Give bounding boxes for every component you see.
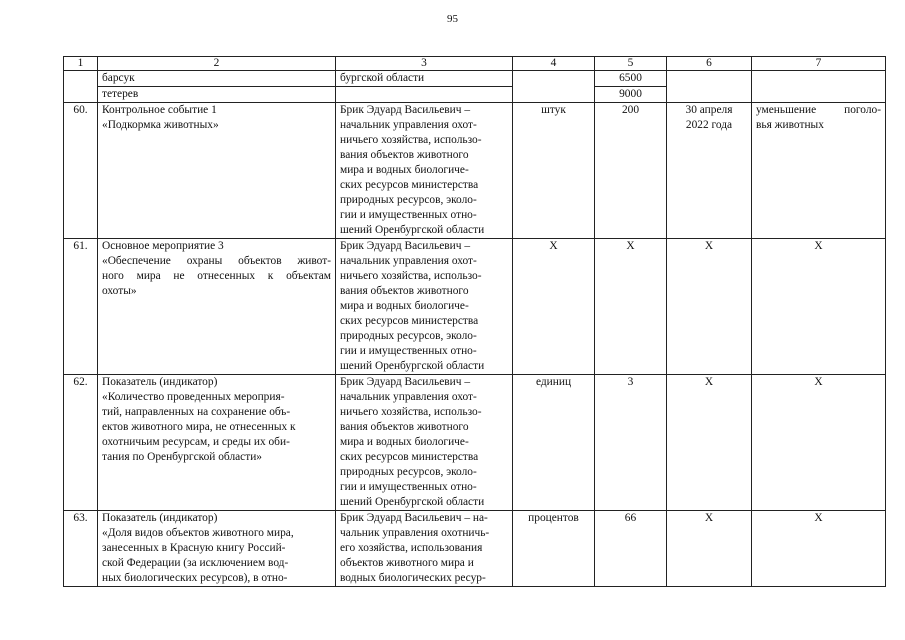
name-line: «Доля видов объектов животного мира,	[102, 527, 294, 539]
name-cell	[98, 375, 336, 511]
page-number: 95	[447, 13, 458, 25]
header-cell: 3	[336, 57, 513, 71]
name-line: охотничьим ресурсам, и среды их оби-	[102, 436, 290, 448]
unit-cell: штук	[513, 103, 595, 239]
responsible-cell	[336, 511, 513, 587]
table-row	[64, 239, 886, 375]
responsible-line: Брик Эдуард Васильевич –	[340, 376, 471, 388]
table-row-continued	[64, 71, 886, 103]
name-cell	[98, 511, 336, 587]
responsible-line: водных биологических ресур-	[340, 572, 486, 584]
header-cell: 7	[752, 57, 886, 71]
name-cell	[98, 71, 336, 103]
name-line: ской Федерации (за исключением вод-	[102, 557, 289, 569]
name-line: ного мира не отнесенных к объектам	[102, 270, 331, 282]
row-number-cell	[64, 71, 98, 103]
responsible-cell	[336, 71, 513, 103]
value-cell: 3	[595, 375, 667, 511]
responsible-line: ских ресурсов министерства	[340, 315, 479, 327]
responsible-line: чальник управления охотничь-	[340, 527, 490, 539]
value-text: 9000	[595, 86, 666, 102]
responsible-line: ских ресурсов министерства	[340, 179, 479, 191]
name-line: Показатель (индикатор)	[102, 376, 218, 388]
responsible-cell	[336, 103, 513, 239]
responsible-line: объектов животного мира и	[340, 557, 474, 569]
responsible-line: начальник управления охот-	[340, 119, 477, 131]
name-line: тий, направленных на сохранение объ-	[102, 406, 291, 418]
responsible-line: ничьего хозяйства, использо-	[340, 406, 482, 418]
unit-cell: X	[513, 239, 595, 375]
name-line: «Подкормка животных»	[102, 119, 219, 131]
responsible-line: шений Оренбургской области	[340, 360, 485, 372]
region-text: бургской области	[340, 72, 425, 84]
name-line: Основное мероприятие 3	[102, 240, 224, 252]
measures-table	[63, 56, 886, 587]
responsible-line: природных ресурсов, эколо-	[340, 330, 477, 342]
result-line: вья животных	[756, 119, 824, 131]
row-number: 61.	[64, 239, 98, 375]
name-line: тания по Оренбургской области»	[102, 451, 263, 463]
result-cell	[752, 71, 886, 103]
responsible-line: мира и водных биологиче-	[340, 164, 469, 176]
date-cell: X	[667, 375, 752, 511]
responsible-line: вания объектов животного	[340, 421, 469, 433]
date-cell	[667, 71, 752, 103]
responsible-line: ничьего хозяйства, использо-	[340, 270, 482, 282]
date-line: 2022 года	[685, 119, 733, 131]
animal-name: тетерев	[98, 86, 335, 102]
unit-cell	[513, 71, 595, 103]
responsible-line: вания объектов животного	[340, 149, 469, 161]
date-cell	[667, 103, 752, 239]
name-line: Показатель (индикатор)	[102, 512, 218, 524]
responsible-line: Брик Эдуард Васильевич –	[340, 104, 471, 116]
value-cell: 66	[595, 511, 667, 587]
responsible-line: природных ресурсов, эколо-	[340, 466, 477, 478]
name-line: «Количество проведенных мероприя-	[102, 391, 285, 403]
header-cell: 2	[98, 57, 336, 71]
date-line: 30 апреля	[685, 104, 733, 116]
header-row	[64, 57, 886, 71]
result-cell: X	[752, 375, 886, 511]
result-line: уменьшение поголо-	[756, 104, 881, 116]
responsible-line: мира и водных биологиче-	[340, 436, 469, 448]
name-cell	[98, 239, 336, 375]
responsible-line: Брик Эдуард Васильевич –	[340, 240, 471, 252]
header-cell: 4	[513, 57, 595, 71]
name-cell	[98, 103, 336, 239]
result-cell: X	[752, 239, 886, 375]
name-line: охоты»	[102, 285, 137, 297]
responsible-line: вания объектов животного	[340, 285, 469, 297]
responsible-cell	[336, 375, 513, 511]
header-cell: 6	[667, 57, 752, 71]
responsible-line: шений Оренбургской области	[340, 224, 485, 236]
name-line: занесенных в Красную книгу Россий-	[102, 542, 286, 554]
value-text: 6500	[619, 72, 642, 84]
result-cell: X	[752, 511, 886, 587]
responsible-cell	[336, 239, 513, 375]
responsible-line: ничьего хозяйства, использо-	[340, 134, 482, 146]
responsible-line: начальник управления охот-	[340, 255, 477, 267]
row-number: 60.	[64, 103, 98, 239]
name-line: ных биологических ресурсов), в отно-	[102, 572, 288, 584]
responsible-line: мира и водных биологиче-	[340, 300, 469, 312]
value-cell: 200	[595, 103, 667, 239]
unit-cell: единиц	[513, 375, 595, 511]
row-number: 62.	[64, 375, 98, 511]
name-line: ектов животного мира, не отнесенных к	[102, 421, 296, 433]
responsible-line: гии и имущественных отно-	[340, 481, 477, 493]
responsible-line: его хозяйства, использования	[340, 542, 483, 554]
responsible-line: природных ресурсов, эколо-	[340, 194, 477, 206]
table-row	[64, 511, 886, 587]
responsible-line: гии и имущественных отно-	[340, 209, 477, 221]
row-number: 63.	[64, 511, 98, 587]
responsible-line: шений Оренбургской области	[340, 496, 485, 508]
date-cell: X	[667, 239, 752, 375]
animal-name: барсук	[102, 72, 135, 84]
unit-cell: процентов	[513, 511, 595, 587]
responsible-line: ских ресурсов министерства	[340, 451, 479, 463]
header-cell: 5	[595, 57, 667, 71]
responsible-line: начальник управления охот-	[340, 391, 477, 403]
table-row	[64, 103, 886, 239]
responsible-line: Брик Эдуард Васильевич – на-	[340, 512, 488, 524]
date-cell: X	[667, 511, 752, 587]
value-cell: X	[595, 239, 667, 375]
value-cell	[595, 71, 667, 103]
result-cell	[752, 103, 886, 239]
header-cell: 1	[64, 57, 98, 71]
table-row	[64, 375, 886, 511]
name-line: «Обеспечение охраны объектов живот-	[102, 255, 331, 267]
empty-sub-cell	[336, 86, 512, 102]
responsible-line: гии и имущественных отно-	[340, 345, 477, 357]
name-line: Контрольное событие 1	[102, 104, 217, 116]
